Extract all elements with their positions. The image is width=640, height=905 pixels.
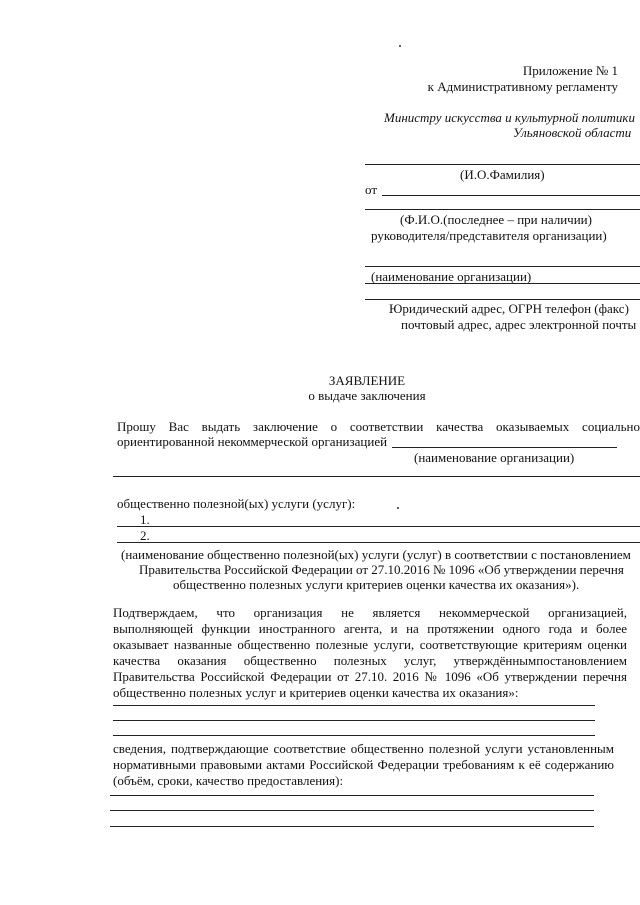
service-item-1-number: 1. (140, 512, 150, 527)
addressee-minister-line1: Министру искусства и культурной политики (384, 110, 635, 125)
address-line (365, 299, 640, 300)
info-blank-line-3 (110, 826, 594, 827)
from-label: от (365, 182, 378, 197)
confirm-line-2: выполняющей функции иностранного агента, и на протяжении одного года и более (113, 621, 627, 636)
org-line-2 (365, 283, 640, 284)
sender-caption-line1: (Ф.И.О.(последнее – при наличии) (400, 212, 592, 227)
request-org-line-2 (113, 476, 640, 477)
appendix-number: Приложение № 1 (522, 63, 618, 78)
services-caption-line1: (наименование общественно полезной(ых) услуги (услуг) в соответствии с постановлением (121, 547, 631, 562)
request-org-caption: (наименование организации) (414, 450, 575, 465)
document-subtitle: о выдаче заключения (308, 388, 426, 403)
scan-speck-2 (397, 507, 399, 509)
services-caption-line3: общественно полезных услуги критериев оценки качества их оказания»). (173, 577, 580, 592)
confirm-line-4: качества оказания общественно полезных услуг, утверждённымпостановлением (113, 653, 627, 668)
from-line (382, 195, 640, 196)
org-line (365, 266, 640, 267)
confirm-line-5: Правительства Российской Федерации от 27.10. 2016 № 1096 «Об утверждении перечня (113, 669, 627, 684)
confirm-blank-line-1 (113, 705, 595, 706)
sender-line (365, 209, 640, 210)
service-item-1-line (117, 526, 640, 527)
service-item-2-line (117, 542, 640, 543)
request-line2: ориентированной некоммерческой организацией (117, 434, 388, 449)
request-org-line (392, 447, 617, 448)
address-caption-line2: почтовый адрес, адрес электронной почты (401, 317, 637, 332)
confirm-blank-line-2 (113, 720, 595, 721)
info-blank-line-1 (110, 795, 594, 796)
document-title: ЗАЯВЛЕНИЕ (328, 373, 406, 388)
info-line-2: нормативными правовыми актами Российской Федерации требованиям к её содержанию (113, 757, 614, 772)
fio-caption: (И.О.Фамилия) (460, 167, 545, 182)
service-item-2-number: 2. (140, 528, 150, 543)
fio-line (365, 164, 640, 165)
info-line-1: сведения, подтверждающие соответствие общественно полезной услуги установленным (113, 741, 614, 756)
org-caption: (наименование организации) (371, 269, 532, 284)
appendix-reglament: к Административному регламенту (427, 79, 618, 94)
confirm-blank-line-3 (113, 735, 595, 736)
confirm-line-6: общественно полезных услуг и критериев оценки качества их оказания»: (113, 685, 519, 700)
services-caption-line2: Правительства Российской Федерации от 27.10.2016 № 1096 «Об утверждении перечня (139, 562, 624, 577)
confirm-line-3: оказывает названные общественно полезные услуги, соответствующие критериям оценки (113, 637, 627, 652)
addressee-minister-line2: Ульяновской области (513, 125, 632, 140)
address-caption-line1: Юридический адрес, ОГРН телефон (факс) (389, 301, 629, 316)
request-line1: Прошу Вас выдать заключение о соответствии качества оказываемых социально (117, 419, 640, 434)
info-line-3: (объём, сроки, качество предоставления): (113, 773, 344, 788)
sender-caption-line2: руководителя/представителя организации) (371, 228, 607, 243)
services-label: общественно полезной(ых) услуги (услуг): (117, 496, 356, 511)
confirm-line-1: Подтверждаем, что организация не является некоммерческой организацией, (113, 605, 627, 620)
scan-speck (399, 45, 401, 47)
info-blank-line-2 (110, 810, 594, 811)
